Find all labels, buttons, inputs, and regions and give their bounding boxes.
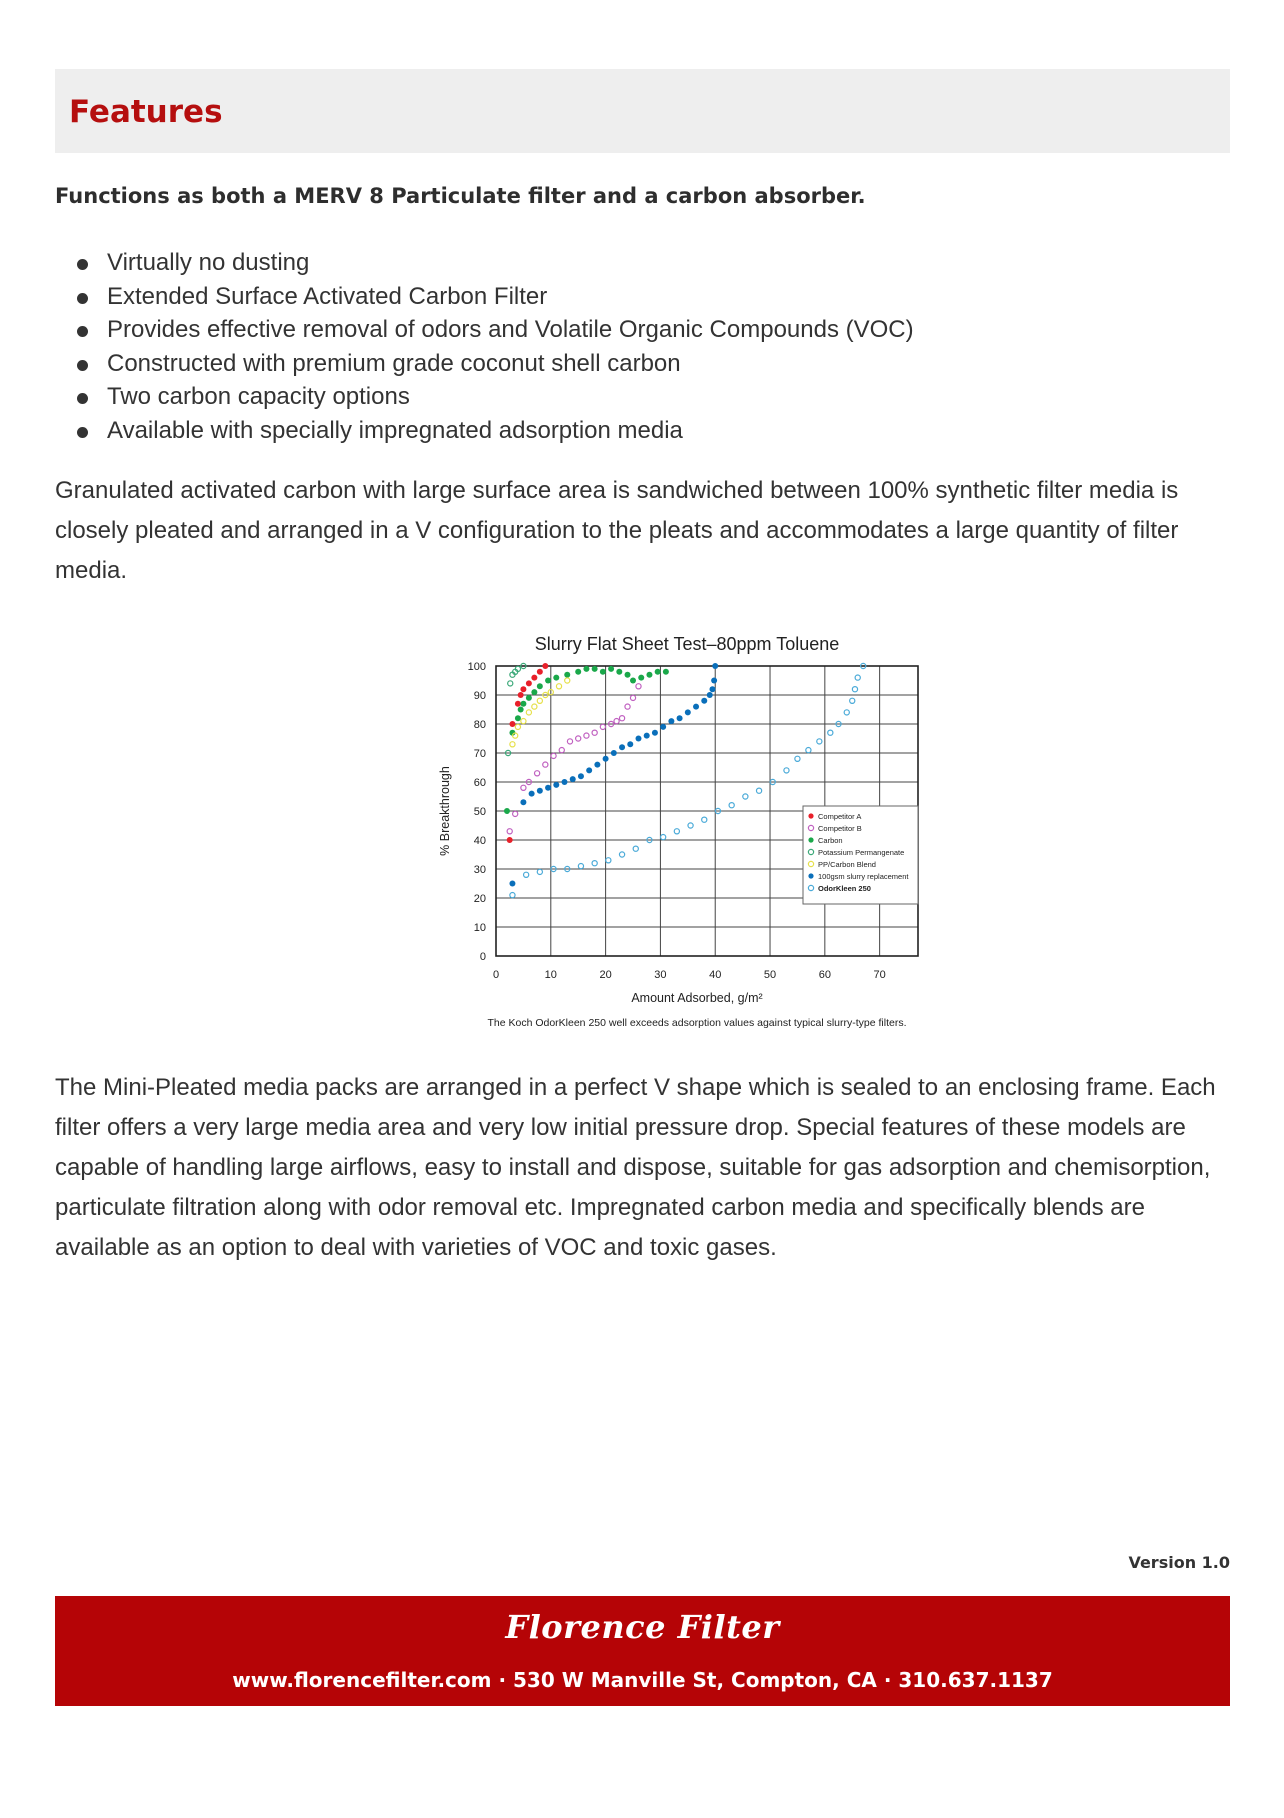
y-tick-label: 40 (473, 835, 486, 847)
chart-caption: The Koch OdorKleen 250 well exceeds adsorption values against typical slurry-type filters. (487, 1017, 907, 1029)
data-point (688, 823, 693, 828)
data-point (707, 692, 713, 698)
feature-item: Available with specially impregnated adsorption media (55, 414, 914, 448)
data-point (526, 695, 532, 701)
data-point (685, 709, 691, 715)
data-point (616, 669, 622, 675)
data-point (575, 669, 581, 675)
data-point (661, 835, 666, 840)
chart-svg (385, 618, 945, 1038)
data-point (625, 672, 631, 678)
data-point (630, 678, 636, 684)
x-tick-label: 30 (654, 969, 667, 981)
data-point (594, 762, 600, 768)
legend-marker (808, 873, 813, 878)
data-point (828, 730, 833, 735)
feature-item: Constructed with premium grade coconut shell carbon (55, 347, 914, 381)
data-point (603, 756, 609, 762)
data-point (520, 701, 526, 707)
data-point (729, 803, 734, 808)
legend-entry: OdorKleen 250 (818, 884, 871, 893)
data-point (518, 707, 524, 713)
data-point (559, 748, 564, 753)
data-point (852, 687, 857, 692)
data-point (556, 684, 561, 689)
y-tick-label: 60 (473, 777, 486, 789)
data-point (518, 692, 524, 698)
data-point (578, 864, 583, 869)
data-point (655, 669, 661, 675)
x-tick-label: 10 (544, 969, 557, 981)
feature-list (55, 246, 914, 447)
data-point (795, 756, 800, 761)
data-point (674, 829, 679, 834)
data-point (633, 846, 638, 851)
data-point (586, 767, 592, 773)
y-tick-label: 10 (473, 922, 486, 934)
legend-entry: PP/Carbon Blend (818, 860, 876, 869)
contact-line: www.florencefilter.com · 530 W Manville St, Compton, CA · 310.637.1137 (232, 1668, 1053, 1692)
legend-entry: Competitor B (818, 824, 862, 833)
data-point (551, 753, 556, 758)
data-point (608, 666, 614, 672)
data-point (520, 799, 526, 805)
data-point (644, 733, 650, 739)
chart-title: Slurry Flat Sheet Test–80ppm Toluene (534, 634, 840, 654)
data-point (711, 678, 717, 684)
data-point (702, 817, 707, 822)
data-point (614, 719, 619, 724)
data-point (521, 785, 526, 790)
data-point (526, 680, 532, 686)
data-point (537, 683, 543, 689)
x-tick-label: 70 (873, 969, 886, 981)
data-point (553, 675, 559, 681)
legend-marker (808, 813, 813, 818)
data-point (583, 666, 589, 672)
data-point (545, 678, 551, 684)
data-point (743, 794, 748, 799)
data-point (712, 663, 718, 669)
data-point (531, 689, 537, 695)
y-tick-label: 100 (467, 661, 486, 673)
legend-entry: Potassium Permangenate (818, 848, 905, 857)
data-point (537, 698, 542, 703)
data-point (564, 672, 570, 678)
data-point (535, 771, 540, 776)
y-tick-label: 30 (473, 864, 486, 876)
y-tick-label: 20 (473, 893, 486, 905)
data-point (606, 858, 611, 863)
x-axis-label: Amount Adsorbed, g/m² (631, 991, 763, 1005)
data-point (660, 724, 666, 730)
data-point (537, 788, 543, 794)
description-paragraph-1: Granulated activated carbon with large surface area is sandwiched between 100% synthetic filter media is closely pleated and arranged in a V configuration to the pleats and accommodates a large quantity of filter media. (55, 477, 1179, 584)
data-point (619, 716, 624, 721)
footer-banner (55, 1596, 1230, 1706)
data-point (668, 718, 674, 724)
data-point (701, 698, 707, 704)
x-tick-label: 20 (599, 969, 612, 981)
y-tick-label: 70 (473, 748, 486, 760)
data-point (630, 695, 635, 700)
y-tick-label: 80 (473, 719, 486, 731)
data-point (531, 675, 537, 681)
breakthrough-chart (385, 618, 945, 1038)
data-point (652, 730, 658, 736)
y-tick-label: 0 (479, 951, 486, 963)
data-point (542, 663, 548, 669)
data-point (592, 666, 598, 672)
data-point (509, 881, 515, 887)
data-point (600, 724, 605, 729)
data-point (507, 837, 513, 843)
section-header (55, 69, 1230, 153)
data-point (515, 724, 520, 729)
feature-item: Provides effective removal of odors and Volatile Organic Compounds (VOC) (55, 313, 914, 347)
data-point (526, 710, 531, 715)
data-point (576, 736, 581, 741)
data-point (510, 742, 515, 747)
data-point (508, 681, 513, 686)
data-point (513, 811, 518, 816)
data-point (515, 715, 521, 721)
y-tick-label: 50 (473, 806, 486, 818)
x-tick-label: 50 (763, 969, 777, 981)
data-point (619, 744, 625, 750)
data-point (592, 730, 597, 735)
data-point (855, 675, 860, 680)
data-point (693, 704, 699, 710)
data-point (521, 719, 526, 724)
data-point (844, 710, 849, 715)
data-point (784, 768, 789, 773)
x-tick-label: 0 (492, 969, 500, 981)
legend-marker (808, 837, 813, 842)
data-point (646, 672, 652, 678)
description-paragraph-2: The Mini-Pleated media packs are arranged in a perfect V shape which is sealed to an enclosing frame. Each filter offers a very large media area and very low initial pressure drop. Special features of these models are capable of handling large airflows, easy to install and dispose, suitable for gas adsorption and chemisorption, particulate filtration along with odor removal etc. Impregnated carbon media and specifically blends are available as an option to deal with varieties of VOC and toxic gases. (55, 1074, 1216, 1261)
data-point (520, 686, 526, 692)
feature-item: Extended Surface Activated Carbon Filter (55, 280, 914, 314)
data-point (565, 678, 570, 683)
data-point (537, 669, 543, 675)
data-point (627, 741, 633, 747)
data-point (619, 852, 624, 857)
data-point (817, 739, 822, 744)
data-point (611, 750, 617, 756)
data-point (677, 715, 683, 721)
data-point (709, 686, 715, 692)
legend-entry: Carbon (818, 836, 843, 845)
data-point (570, 776, 576, 782)
data-point (806, 748, 811, 753)
data-point (638, 675, 644, 681)
data-point (567, 739, 572, 744)
data-point (578, 773, 584, 779)
data-point (510, 893, 515, 898)
data-point (600, 669, 606, 675)
x-tick-label: 60 (818, 969, 831, 981)
data-point (532, 704, 537, 709)
y-axis-label: % Breakthrough (438, 766, 452, 856)
data-point (635, 736, 641, 742)
data-point (663, 669, 669, 675)
data-point (625, 704, 630, 709)
data-point (636, 684, 641, 689)
data-point (524, 872, 529, 877)
legend-entry: Competitor A (818, 812, 862, 821)
data-point (850, 698, 855, 703)
section-title: Features (69, 94, 223, 130)
data-point (584, 733, 589, 738)
data-point (529, 791, 535, 797)
data-point (515, 701, 521, 707)
data-point (543, 762, 548, 767)
brand-logo: Florence Filter (505, 1608, 780, 1646)
data-point (509, 721, 515, 727)
data-point (553, 782, 559, 788)
y-tick-label: 90 (473, 690, 486, 702)
version-label: Version 1.0 (1128, 1553, 1230, 1572)
data-point (537, 869, 542, 874)
data-point (592, 861, 597, 866)
data-point (507, 829, 512, 834)
data-point (756, 788, 761, 793)
data-point (504, 808, 510, 814)
feature-item: Virtually no dusting (55, 246, 914, 280)
x-tick-label: 40 (709, 969, 722, 981)
feature-item: Two carbon capacity options (55, 380, 914, 414)
legend-entry: 100gsm slurry replacement (818, 872, 909, 881)
data-point (562, 779, 568, 785)
data-point (545, 785, 551, 791)
lead-statement: Functions as both a MERV 8 Particulate filter and a carbon absorber. (55, 184, 866, 208)
